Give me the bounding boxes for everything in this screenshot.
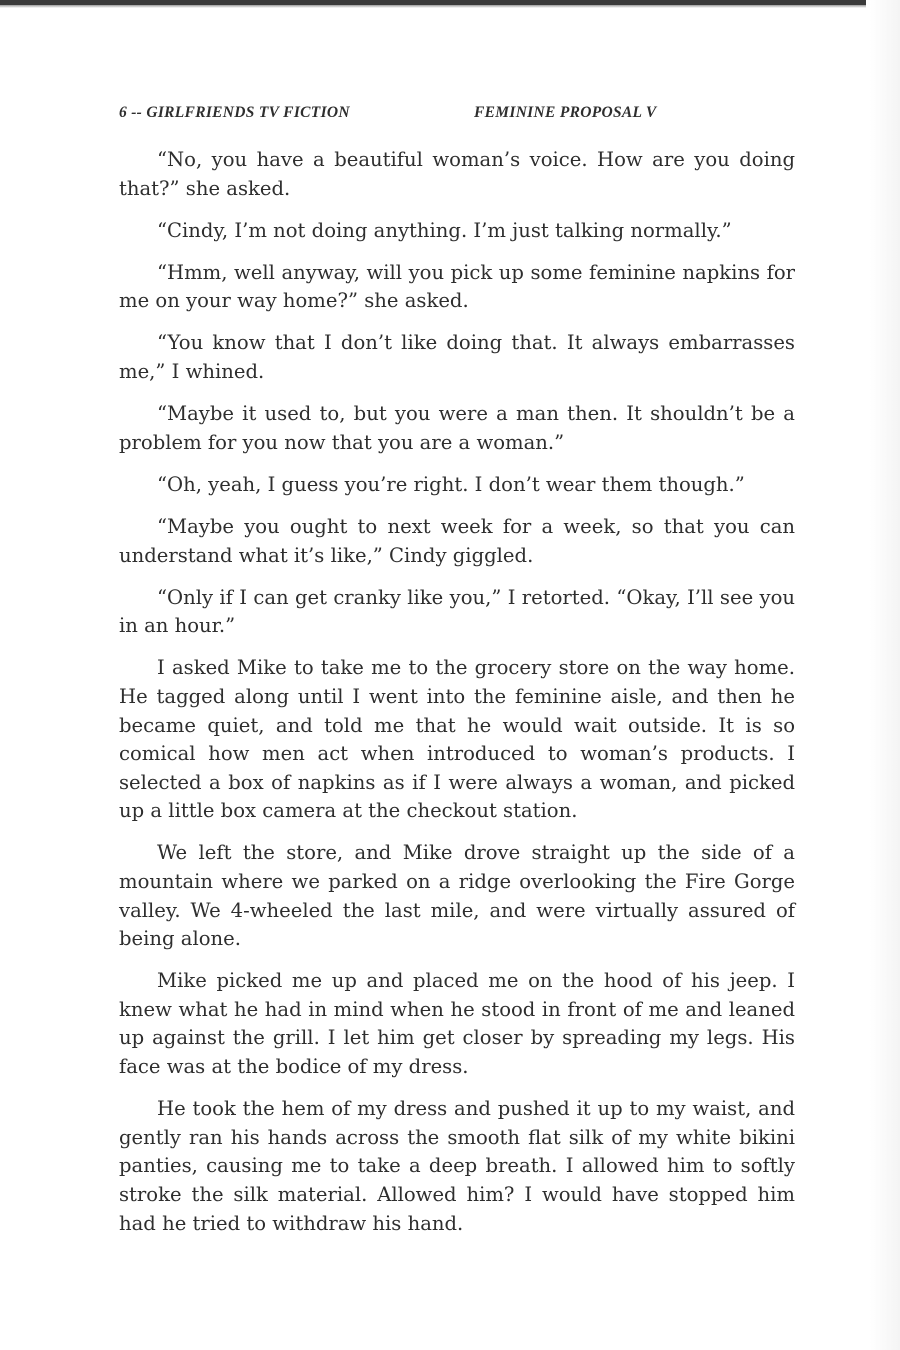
body-text [119,146,795,1238]
scan-top-shadow [0,5,866,8]
paragraph: I asked Mike to take me to the grocery store on the way home. He tagged along until I went into the feminine aisle, and then he became quiet, and told me that he would wait outside. It is so comical how men act when introduced to woman’s products. I selected a box of napkins as if I were always a woman, and picked up a little box camera at the checkout station. [119,656,795,823]
paragraph: “Hmm, well anyway, will you pick up some feminine napkins for me on your way home?” she asked. [119,260,795,313]
scan-right-edge [870,0,900,1350]
running-head-right: FEMININE PROPOSAL V [474,104,657,121]
paragraph: He took the hem of my dress and pushed it up to my waist, and gently ran his hands across the smooth flat silk of my white bikini panties, causing me to take a deep breath. I allowed him to softly stroke the silk material. Allowed him? I would have stopped him had he tried to withdraw his hand. [119,1097,795,1235]
paragraph: We left the store, and Mike drove straight up the side of a mountain where we parked on a ridge overlooking the Fire Gorge valley. We 4-wheeled the last mile, and were virtually assured of being alone. [119,841,795,951]
running-head-left: 6 -- GIRLFRIENDS TV FICTION [119,104,350,121]
paragraph: “Only if I can get cranky like you,” I retorted. “Okay, I’ll see you in an hour.” [119,585,795,638]
book-page [119,104,795,1252]
paragraph: “You know that I don’t like doing that. It always embarrasses me,” I whined. [119,331,795,384]
paragraph: “Maybe you ought to next week for a week, so that you can understand what it’s like,” Cindy giggled. [119,514,795,567]
paragraph: “Cindy, I’m not doing anything. I’m just talking normally.” [157,218,732,242]
paragraph: “Oh, yeah, I guess you’re right. I don’t wear them though.” [157,472,745,496]
paragraph: “No, you have a beautiful woman’s voice. How are you doing that?” she asked. [119,148,795,200]
paragraph: “Maybe it used to, but you were a man then. It shouldn’t be a problem for you now that you are a woman.” [119,402,795,454]
paragraph: Mike picked me up and placed me on the hood of his jeep. I knew what he had in mind when he stood in front of me and leaned up against the grill. I let him get closer by spreading my legs. His face was at the bodice of my dress. [119,969,795,1079]
running-head [119,104,795,126]
